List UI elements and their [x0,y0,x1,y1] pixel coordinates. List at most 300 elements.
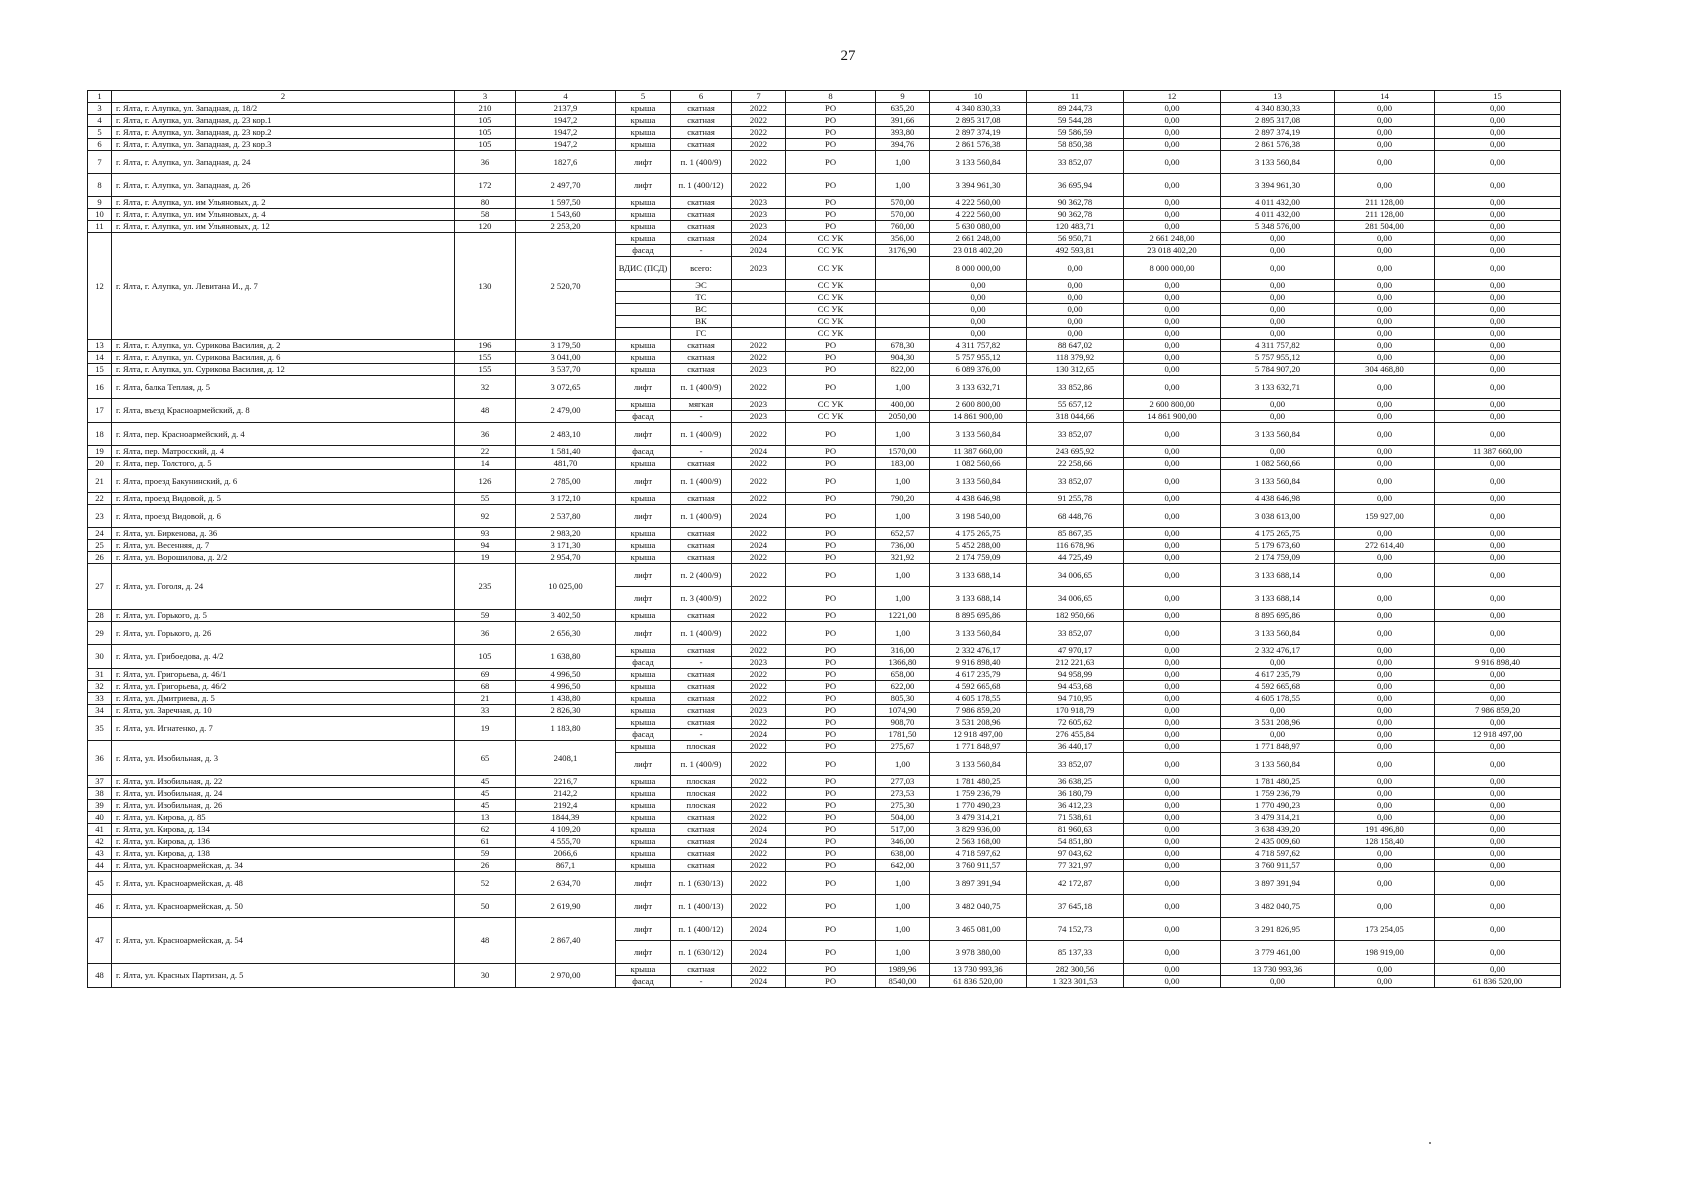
table-cell: 92 [455,505,516,528]
table-cell: 481,70 [516,458,616,470]
table-cell: 0,00 [1435,423,1561,446]
table-cell: 4 011 432,00 [1221,209,1335,221]
table-cell: РО [786,741,876,753]
table-cell: г. Ялта, пер. Матросский, д. 4 [112,446,455,458]
table-cell: 318 044,66 [1027,411,1124,423]
table-cell: 22 258,66 [1027,458,1124,470]
table-cell: - [671,729,732,741]
table-cell: 68 448,76 [1027,505,1124,528]
table-cell: 0,00 [1335,705,1435,717]
table-cell: 3 531 208,96 [930,717,1027,729]
table-cell: РО [786,669,876,681]
table-cell: РО [786,528,876,540]
table-cell: 9 [88,197,112,209]
table-cell: г. Ялта, ул. Изобильная, д. 3 [112,741,455,776]
table-cell: 0,00 [930,292,1027,304]
table-cell: 2023 [732,399,786,411]
table-cell: 0,00 [1027,328,1124,340]
table-cell: 2 497,70 [516,174,616,197]
table-cell: 42 172,87 [1027,872,1124,895]
table-cell: - [671,245,732,257]
table-cell: СС УК [786,328,876,340]
table-cell: 3 465 081,00 [930,918,1027,941]
table-cell: крыша [616,860,671,872]
table-cell: 4 [88,115,112,127]
table-cell [876,316,930,328]
table-cell: 1,00 [876,564,930,587]
table-cell: 3 133 688,14 [1221,587,1335,610]
table-cell: 0,00 [1335,304,1435,316]
table-cell: 0,00 [1124,848,1221,860]
table-cell: 0,00 [1124,470,1221,493]
table-cell: 8 000 000,00 [930,257,1027,280]
table-cell: 2 435 009,60 [1221,836,1335,848]
table-cell: РО [786,836,876,848]
table-cell: лифт [616,423,671,446]
table-cell: крыша [616,776,671,788]
table-cell: 2 174 759,09 [1221,552,1335,564]
table-cell: скатная [671,705,732,717]
table-cell: РО [786,705,876,717]
table-cell: 2 861 576,38 [930,139,1027,151]
table-cell: скатная [671,493,732,505]
table-cell: 0,00 [1124,753,1221,776]
column-header: 12 [1124,91,1221,103]
table-cell: 805,30 [876,693,930,705]
table-cell: 4 438 646,98 [930,493,1027,505]
table-cell: 0,00 [1124,705,1221,717]
table-cell: 1 759 236,79 [930,788,1027,800]
table-cell: 2408,1 [516,741,616,776]
table-cell: мягкая [671,399,732,411]
table-cell: РО [786,657,876,669]
table-cell: г. Ялта, г. Алупка, ул. Западная, д. 18/2 [112,103,455,115]
table-cell: 2 970,00 [516,964,616,988]
table-cell: 2023 [732,364,786,376]
table-cell: скатная [671,221,732,233]
table-cell: 0,00 [1221,280,1335,292]
table-cell: РО [786,895,876,918]
table-cell: 32 [88,681,112,693]
table-cell: 105 [455,139,516,151]
table-cell: г. Ялта, ул. Гоголя, д. 24 [112,564,455,610]
table-cell: скатная [671,860,732,872]
table-cell: 182 950,66 [1027,610,1124,622]
table-cell: 0,00 [1435,328,1561,340]
table-cell: 88 647,02 [1027,340,1124,352]
table-cell: 23 018 402,20 [1124,245,1221,257]
table-cell: 0,00 [1335,127,1435,139]
table-cell: 4 617 235,79 [930,669,1027,681]
table-cell: 0,00 [1335,610,1435,622]
table-cell: 638,00 [876,848,930,860]
table-cell: 2024 [732,540,786,552]
table-row [88,399,1561,411]
table-cell: 0,00 [1124,316,1221,328]
table-cell: скатная [671,233,732,245]
table-cell: 0,00 [1221,446,1335,458]
table-cell: 42 [88,836,112,848]
table-cell: 3 133 560,84 [1221,423,1335,446]
table-cell: 0,00 [1435,528,1561,540]
table-cell: РО [786,753,876,776]
table-cell: плоская [671,800,732,812]
table-cell: г. Ялта, г. Алупка, ул. Сурикова Василия, д. 12 [112,364,455,376]
table-cell: 13 730 993,36 [1221,964,1335,976]
table-cell: г. Ялта, ул. Горького, д. 26 [112,622,455,645]
table-cell: скатная [671,964,732,976]
table-cell: 10 [88,209,112,221]
table-cell: 5 784 907,20 [1221,364,1335,376]
table-cell: 14 861 900,00 [930,411,1027,423]
table-cell: 0,00 [1335,964,1435,976]
table-cell: 570,00 [876,209,930,221]
table-cell: 0,00 [1124,540,1221,552]
table-row [88,741,1561,753]
table-cell: 2022 [732,860,786,872]
table-cell: 4 222 560,00 [930,209,1027,221]
table-row [88,717,1561,729]
table-cell: крыша [616,836,671,848]
table-cell: РО [786,197,876,209]
table-cell: 2024 [732,245,786,257]
table-cell: 36 [455,151,516,174]
table-cell: 0,00 [1435,610,1561,622]
table-cell: 635,20 [876,103,930,115]
table-cell: - [671,976,732,988]
table-cell: 0,00 [1221,729,1335,741]
table-cell: 2022 [732,895,786,918]
table-cell: 2022 [732,669,786,681]
table-cell: 0,00 [1124,103,1221,115]
table-cell: крыша [616,848,671,860]
table-cell: 0,00 [1124,976,1221,988]
table-cell: РО [786,848,876,860]
table-cell: 94 453,68 [1027,681,1124,693]
table-cell: 0,00 [1124,941,1221,964]
table-cell: 0,00 [1124,669,1221,681]
column-header: 14 [1335,91,1435,103]
table-cell: 0,00 [1027,257,1124,280]
table-cell: 3 638 439,20 [1221,824,1335,836]
table-cell: крыша [616,741,671,753]
table-cell: РО [786,564,876,587]
table-cell: 2066,6 [516,848,616,860]
table-row [88,364,1561,376]
table-cell: 80 [455,197,516,209]
table-cell: РО [786,941,876,964]
table-cell: п. 1 (400/9) [671,505,732,528]
table-cell: 235 [455,564,516,610]
table-cell: 0,00 [1335,151,1435,174]
table-cell: 85 867,35 [1027,528,1124,540]
table-cell: лифт [616,941,671,964]
table-cell: РО [786,115,876,127]
table-cell: г. Ялта, г. Алупка, ул. Западная, д. 23 кор.2 [112,127,455,139]
table-cell: 1,00 [876,470,930,493]
table-cell: 867,1 [516,860,616,872]
table-cell: скатная [671,115,732,127]
table-cell: 2022 [732,812,786,824]
table-cell: 0,00 [1124,352,1221,364]
table-cell [876,292,930,304]
table-cell: 7 986 859,20 [930,705,1027,717]
table-cell: 2022 [732,753,786,776]
table-cell: 19 [88,446,112,458]
table-cell: 130 [455,233,516,340]
table-cell: 59 544,28 [1027,115,1124,127]
table-cell: крыша [616,221,671,233]
table-cell: 33 852,07 [1027,753,1124,776]
table-cell: крыша [616,800,671,812]
table-cell: 12 918 497,00 [1435,729,1561,741]
table-cell: 3 779 461,00 [1221,941,1335,964]
table-cell: 2022 [732,872,786,895]
table-cell: РО [786,127,876,139]
table-cell: 8 895 695,86 [1221,610,1335,622]
table-row [88,233,1561,245]
table-cell: 0,00 [1435,411,1561,423]
table-cell: 0,00 [1335,552,1435,564]
table-cell: 0,00 [1335,564,1435,587]
table-row [88,800,1561,812]
table-cell: 1,00 [876,622,930,645]
table-cell: 0,00 [1435,280,1561,292]
table-cell: 1570,00 [876,446,930,458]
table-cell: скатная [671,717,732,729]
table-cell: 0,00 [1124,824,1221,836]
table-cell: 47 [88,918,112,964]
table-cell: 3 041,00 [516,352,616,364]
table-cell: 2 656,30 [516,622,616,645]
table-cell: 11 387 660,00 [1435,446,1561,458]
table-cell: 62 [455,824,516,836]
table-cell: 0,00 [1124,209,1221,221]
table-cell [616,292,671,304]
table-cell: 0,00 [1124,139,1221,151]
table-cell: 2 785,00 [516,470,616,493]
table-cell: 0,00 [1335,528,1435,540]
table-cell: 3 402,50 [516,610,616,622]
table-cell: 77 321,97 [1027,860,1124,872]
table-cell [616,280,671,292]
table-row [88,470,1561,493]
table-cell: 3 133 632,71 [930,376,1027,399]
table-cell: СС УК [786,399,876,411]
table-cell: 37 645,18 [1027,895,1124,918]
table-cell: 4 592 665,68 [1221,681,1335,693]
table-cell: 3 133 688,14 [930,587,1027,610]
table-cell: 1,00 [876,895,930,918]
table-cell: 11 [88,221,112,233]
table-cell: 1844,39 [516,812,616,824]
table-cell: 43 [88,848,112,860]
table-cell: 2022 [732,470,786,493]
table-cell: 24 [88,528,112,540]
table-cell: РО [786,352,876,364]
table-cell: 282 300,56 [1027,964,1124,976]
table-cell: г. Ялта, ул. Заречная, д. 10 [112,705,455,717]
table-cell: 61 836 520,00 [930,976,1027,988]
table-cell: 2022 [732,848,786,860]
table-cell: 85 137,33 [1027,941,1124,964]
table-cell: 2 332 476,17 [930,645,1027,657]
table-cell: 1947,2 [516,115,616,127]
table-cell: 0,00 [1335,328,1435,340]
table-cell: 81 960,63 [1027,824,1124,836]
table-cell: 33 [455,705,516,717]
table-cell: 5 [88,127,112,139]
table-cell: 0,00 [1435,257,1561,280]
table-cell: 39 [88,800,112,812]
table-cell: 0,00 [1335,458,1435,470]
table-cell: 1,00 [876,174,930,197]
table-cell: крыша [616,669,671,681]
table-cell: 5 452 288,00 [930,540,1027,552]
table-cell: 0,00 [1435,552,1561,564]
table-cell: лифт [616,872,671,895]
table-cell: крыша [616,340,671,352]
table-cell: 3 291 826,95 [1221,918,1335,941]
table-cell: г. Ялта, ул. Красноармейская, д. 54 [112,918,455,964]
table-cell: СС УК [786,257,876,280]
table-cell: г. Ялта, г. Алупка, ул. Западная, д. 23 кор.1 [112,115,455,127]
table-cell: п. 1 (400/9) [671,470,732,493]
table-cell: 0,00 [1435,292,1561,304]
table-cell: РО [786,681,876,693]
table-cell: 35 [88,717,112,741]
table-cell: 1 183,80 [516,717,616,741]
table-cell: 26 [88,552,112,564]
table-row [88,446,1561,458]
table-cell: 3 133 560,84 [930,151,1027,174]
table-cell: 0,00 [1124,645,1221,657]
table-cell: РО [786,139,876,151]
table-cell: 3 133 560,84 [930,423,1027,446]
table-cell: 0,00 [1124,364,1221,376]
table-cell: 908,70 [876,717,930,729]
table-cell: 321,92 [876,552,930,564]
table-cell: 23 018 402,20 [930,245,1027,257]
table-cell: 2022 [732,717,786,729]
table-cell: 28 [88,610,112,622]
table-cell: 13 [88,340,112,352]
table-cell: 2 983,20 [516,528,616,540]
table-cell: 4 011 432,00 [1221,197,1335,209]
table-cell: г. Ялта, ул. Изобильная, д. 22 [112,776,455,788]
table-cell: 45 [455,776,516,788]
table-row [88,127,1561,139]
table-cell: 2 520,70 [516,233,616,340]
table-cell: 2023 [732,209,786,221]
table-cell: 18 [88,423,112,446]
table-cell: РО [786,645,876,657]
table-cell: 68 [455,681,516,693]
table-cell: 2024 [732,824,786,836]
table-cell: 1947,2 [516,127,616,139]
table-cell: 0,00 [1335,245,1435,257]
table-cell: 4 555,70 [516,836,616,848]
table-cell: 45 [455,788,516,800]
table-cell: 0,00 [1124,505,1221,528]
table-cell: РО [786,340,876,352]
table-cell: 40 [88,812,112,824]
table-cell: 54 851,80 [1027,836,1124,848]
table-cell: г. Ялта, проезд Видовой, д. 6 [112,505,455,528]
table-cell: 0,00 [1335,776,1435,788]
table-cell: п. 1 (630/12) [671,941,732,964]
table-cell: 58 850,38 [1027,139,1124,151]
table-cell: 2024 [732,505,786,528]
table-row [88,197,1561,209]
table-cell [616,316,671,328]
table-cell: 48 [455,399,516,423]
table-cell: 4 718 597,62 [1221,848,1335,860]
table-cell: 2050,00 [876,411,930,423]
table-cell: - [671,446,732,458]
table-cell: скатная [671,681,732,693]
table-cell: 504,00 [876,812,930,824]
table-cell: 2 826,30 [516,705,616,717]
table-cell [732,328,786,340]
table-cell: 6 [88,139,112,151]
table-cell: 159 927,00 [1335,505,1435,528]
table-cell: РО [786,458,876,470]
table-cell: крыша [616,788,671,800]
table-cell: 3 829 936,00 [930,824,1027,836]
table-cell: 0,00 [1124,115,1221,127]
table-cell: 2022 [732,376,786,399]
table-cell: 2022 [732,528,786,540]
table-cell: 172 [455,174,516,197]
table-cell: крыша [616,693,671,705]
table-cell: 2024 [732,836,786,848]
table-cell: 0,00 [1221,257,1335,280]
table-cell: 48 [455,918,516,964]
table-cell: 3 394 961,30 [1221,174,1335,197]
column-header: 4 [516,91,616,103]
table-cell: 0,00 [1435,127,1561,139]
table-cell: скатная [671,103,732,115]
table-cell: 4 340 830,33 [1221,103,1335,115]
table-cell: лифт [616,470,671,493]
table-cell: 0,00 [1435,316,1561,328]
table-cell: СС УК [786,411,876,423]
table-cell: 0,00 [1435,753,1561,776]
table-cell: г. Ялта, ул. Весенняя, д. 7 [112,540,455,552]
table-cell: лифт [616,587,671,610]
table-cell: 2023 [732,221,786,233]
table-cell: скатная [671,528,732,540]
table-cell: 2 600 800,00 [1124,399,1221,411]
table-cell: 2023 [732,657,786,669]
table-cell: г. Ялта, ул. Григорьева, д. 46/1 [112,669,455,681]
column-header: 5 [616,91,671,103]
table-cell: 0,00 [1124,776,1221,788]
table-cell: 4 311 757,82 [930,340,1027,352]
table-cell: 22 [88,493,112,505]
table-cell: РО [786,552,876,564]
table-cell: 0,00 [930,328,1027,340]
table-cell: ЭС [671,280,732,292]
table-cell: г. Ялта, ул. Кирова, д. 136 [112,836,455,848]
table-cell: 0,00 [1124,376,1221,399]
table-cell: 0,00 [1435,340,1561,352]
table-cell: лифт [616,564,671,587]
table-cell: г. Ялта, въезд Красноармейский, д. 8 [112,399,455,423]
table-cell: 276 455,84 [1027,729,1124,741]
table-cell: 0,00 [1124,610,1221,622]
